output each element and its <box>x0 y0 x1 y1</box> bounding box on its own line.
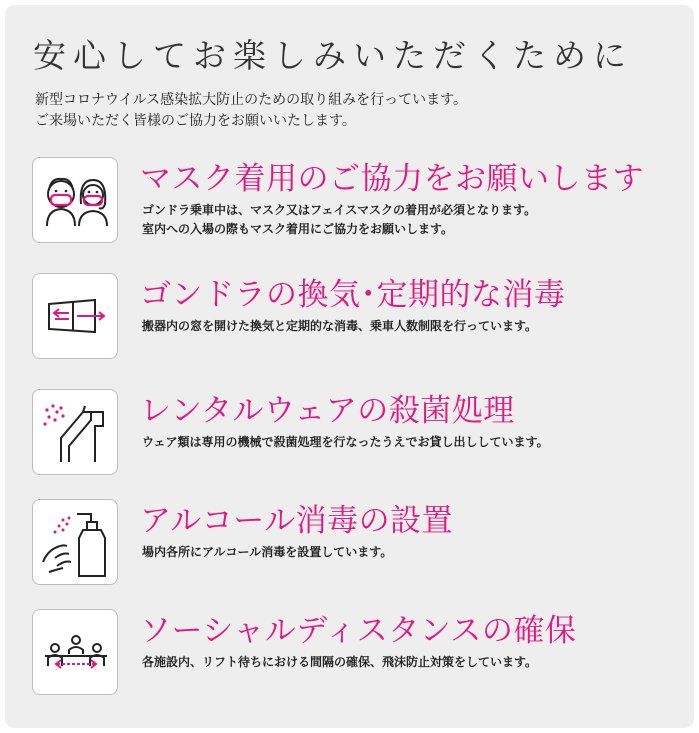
description-line: 室内への入場の際もマスク着用にご協力をお願いします。 <box>142 222 454 236</box>
mask-people-icon <box>32 157 118 243</box>
intro-line: 新型コロナウイルス感染拡大防止のための取り組みを行っています。 <box>35 92 468 108</box>
measure-item-gondola <box>32 273 672 365</box>
description-line: 場内各所にアルコール消毒を設置しています。 <box>142 545 393 559</box>
measure-heading: レンタルウェアの殺菌処理 <box>140 393 515 429</box>
measure-item-social-distance <box>32 609 672 701</box>
measure-item-rental-wear <box>32 389 672 481</box>
intro-text <box>35 90 467 132</box>
alcohol-dispenser-icon <box>32 499 118 585</box>
measure-description <box>142 543 392 562</box>
measure-description <box>142 433 549 452</box>
description-line: 各施設内、リフト待ちにおける間隔の確保、飛沫防止対策をしています。 <box>142 655 538 669</box>
page-title: 安心してお楽しみいただくために <box>33 36 633 75</box>
measure-description <box>142 201 536 239</box>
measure-heading: マスク着用のご協力をお願いします <box>140 161 644 197</box>
measure-description <box>142 653 537 672</box>
description-line: ウェア類は専用の機械で殺菌処理を行なったうえでお貸し出ししています。 <box>142 435 549 449</box>
measure-heading: アルコール消毒の設置 <box>140 503 454 539</box>
window-ventilation-icon <box>32 273 118 359</box>
measure-description <box>142 317 537 336</box>
description-line: 搬器内の窓を開けた換気と定期的な消毒、乗車人数制限を行っています。 <box>142 319 538 333</box>
spray-rental-wear-icon <box>32 389 118 475</box>
measure-heading: ソーシャルディスタンスの確保 <box>140 613 577 649</box>
measure-item-mask <box>32 157 672 249</box>
intro-line: ご来場いただく皆様のご協力をお願いいたします。 <box>35 113 356 129</box>
measure-heading: ゴンドラの換気･定期的な消毒 <box>140 277 566 313</box>
description-line: ゴンドラ乗車中は、マスク又はフェイスマスクの着用が必須となります。 <box>142 203 537 217</box>
measure-item-alcohol <box>32 499 672 591</box>
social-distance-icon <box>32 609 118 695</box>
